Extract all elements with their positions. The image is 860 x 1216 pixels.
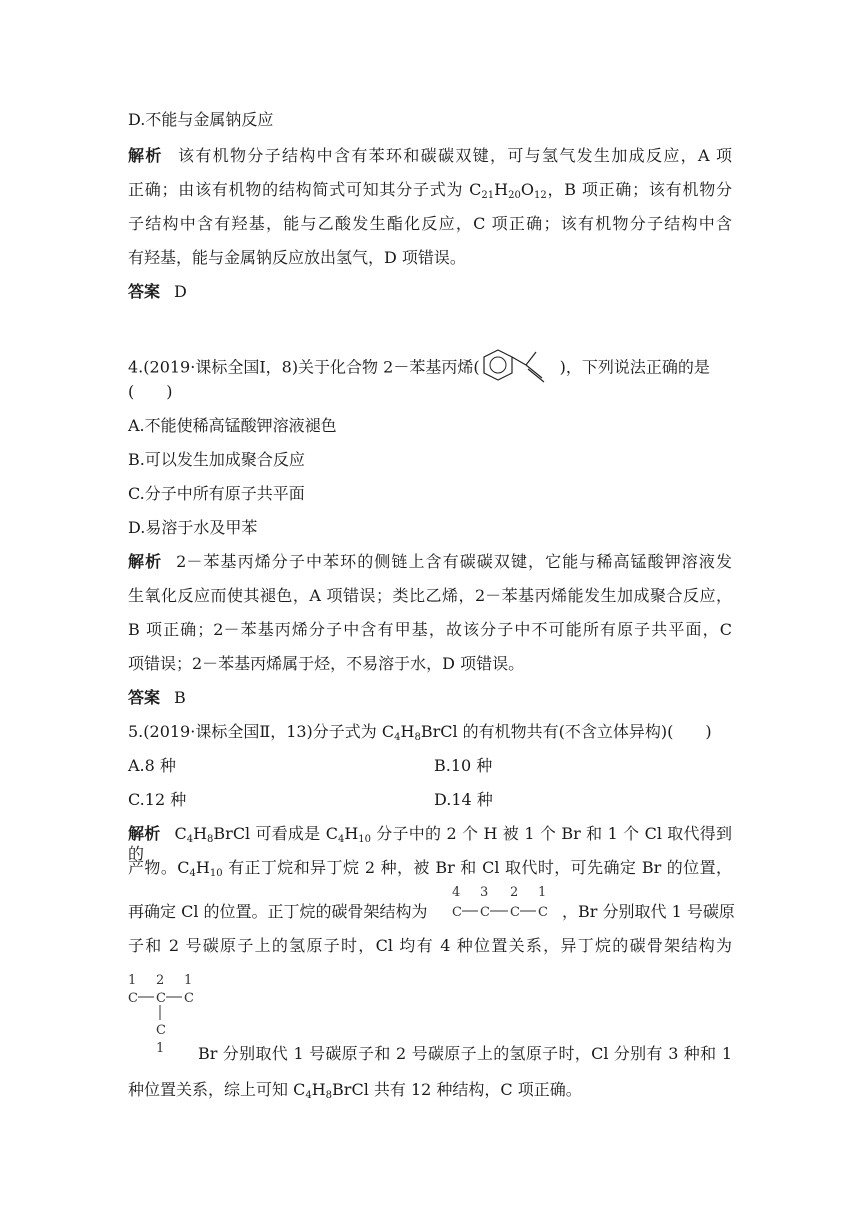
q4-analysis-label: 解析 bbox=[128, 552, 163, 571]
q3-answer-value: D bbox=[174, 282, 187, 301]
isobutane-atom: C bbox=[156, 1023, 166, 1038]
q4-option-a: A.不能使稀高锰酸钾溶液褪色 bbox=[128, 416, 337, 435]
n-butane-atom: C bbox=[480, 905, 490, 920]
q5-analysis-line1: 解析 $C_4H_8BrCl$ 可看成是 $C_4H_{10}$ 分子中的 2 个 H 被 1 个 Br 和 1 个 Cl 取代得到的 bbox=[128, 824, 732, 863]
n-butane-number: 1 bbox=[538, 885, 547, 900]
q5-analysis-line3-pre: 再确定 Cl 的位置。正丁烷的碳骨架结构为 bbox=[128, 902, 428, 921]
q5-option-c: C.12 种 bbox=[128, 790, 187, 809]
q5-option-d: D.14 种 bbox=[434, 790, 493, 809]
q3-analysis-line3: 子结构中含有羟基，能与乙酸发生酯化反应，C 项正确；该有机物分子结构中含 bbox=[128, 214, 732, 233]
isobutane-number: 1 bbox=[184, 973, 193, 988]
q4-option-d: D.易溶于水及甲苯 bbox=[128, 518, 258, 537]
q4-option-c: C.分子中所有原子共平面 bbox=[128, 484, 305, 503]
q4-answer-value: B bbox=[174, 688, 186, 707]
n-butane-atom: C bbox=[452, 905, 462, 920]
q4-answer-label: 答案 bbox=[128, 688, 161, 707]
q5-analysis-line5: Br 分别取代 1 号碳原子和 2 号碳原子上的氢原子时，Cl 分别有 3 种和 1 bbox=[198, 1044, 732, 1063]
n-butane-number: 4 bbox=[452, 885, 461, 900]
isobutane-atom: C bbox=[184, 991, 194, 1006]
q3-answer-label: 答案 bbox=[128, 282, 161, 301]
isobutane-number: 2 bbox=[156, 973, 165, 988]
q5-analysis-label: 解析 bbox=[128, 824, 161, 843]
q5-analysis-line2: 产物。$C_4H_{10}$ 有正丁烷和异丁烷 2 种，被 Br 和 Cl 取代时，可先确定 Br 的位置， bbox=[128, 858, 732, 879]
q4-analysis-line2: 生氧化反应而使其褪色，A 项错误；类比乙烯，2－苯基丙烯能发生加成聚合反应， bbox=[128, 586, 732, 605]
q3-answer bbox=[128, 282, 187, 302]
isobutane-number: 1 bbox=[156, 1041, 165, 1056]
q4-answer-paren: ( ) bbox=[128, 382, 173, 401]
q5-analysis-line6: 种位置关系，综上可知 $C_4H_8BrCl$ 共有 12 种结构，C 项正确。 bbox=[128, 1080, 582, 1101]
n-butane-atom: C bbox=[538, 905, 548, 920]
q5-stem: 5.(2019·课标全国Ⅱ，13)分子式为 $C_4H_8BrCl$ 的有机物共有(不含立体异构)( ) bbox=[128, 722, 712, 743]
n-butane-number: 2 bbox=[510, 885, 519, 900]
n-butane-number: 3 bbox=[480, 885, 489, 900]
q3-analysis-line2: 正确；由该有机物的结构简式可知其分子式为 $C_{21}H_{20}O_{12}$，B 项正确；该有机物分 bbox=[128, 180, 732, 201]
q3-analysis-line1: 解析 该有机物分子结构中含有苯环和碳碳双键，可与氢气发生加成反应，A 项 bbox=[128, 146, 732, 165]
isobutane-atom: C bbox=[156, 991, 166, 1006]
isobutane-atom: C bbox=[128, 991, 138, 1006]
q4-analysis-line3: B 项正确；2－苯基丙烯分子中含有甲基，故该分子中不可能所有原子共平面，C bbox=[128, 620, 732, 639]
q4-answer bbox=[128, 688, 186, 708]
q4-analysis-line1: 解析 2－苯基丙烯分子中苯环的侧链上含有碳碳双键，它能与稀高锰酸钾溶液发 bbox=[128, 552, 732, 571]
q4-option-b: B.可以发生加成聚合反应 bbox=[128, 450, 305, 469]
q5-analysis-line3-post: ，Br 分别取代 1 号碳原 bbox=[562, 902, 735, 921]
n-butane-skeleton-diagram bbox=[450, 884, 560, 926]
q4-stem: 4.(2019·课标全国Ⅰ，8)关于化合物 2－苯基丙烯( )，下列说法正确的是 bbox=[128, 344, 710, 392]
n-butane-atom: C bbox=[510, 905, 520, 920]
q3-analysis-label: 解析 bbox=[128, 146, 163, 165]
isobutane-skeleton-diagram bbox=[126, 970, 206, 1058]
phenylpropene-structure-diagram bbox=[480, 344, 560, 392]
isobutane-number: 1 bbox=[128, 973, 137, 988]
q3-analysis-line4: 有羟基，能与金属钠反应放出氢气，D 项错误。 bbox=[128, 248, 466, 267]
q4-analysis-line4: 项错误；2－苯基丙烯属于烃，不易溶于水，D 项错误。 bbox=[128, 654, 525, 673]
q5-option-b: B.10 种 bbox=[434, 756, 493, 775]
q3-option-d: D.不能与金属钠反应 bbox=[128, 110, 274, 129]
q5-option-a: A.8 种 bbox=[128, 756, 176, 775]
q5-analysis-line4: 子和 2 号碳原子上的氢原子时，Cl 均有 4 种位置关系，异丁烷的碳骨架结构为 bbox=[128, 936, 732, 955]
